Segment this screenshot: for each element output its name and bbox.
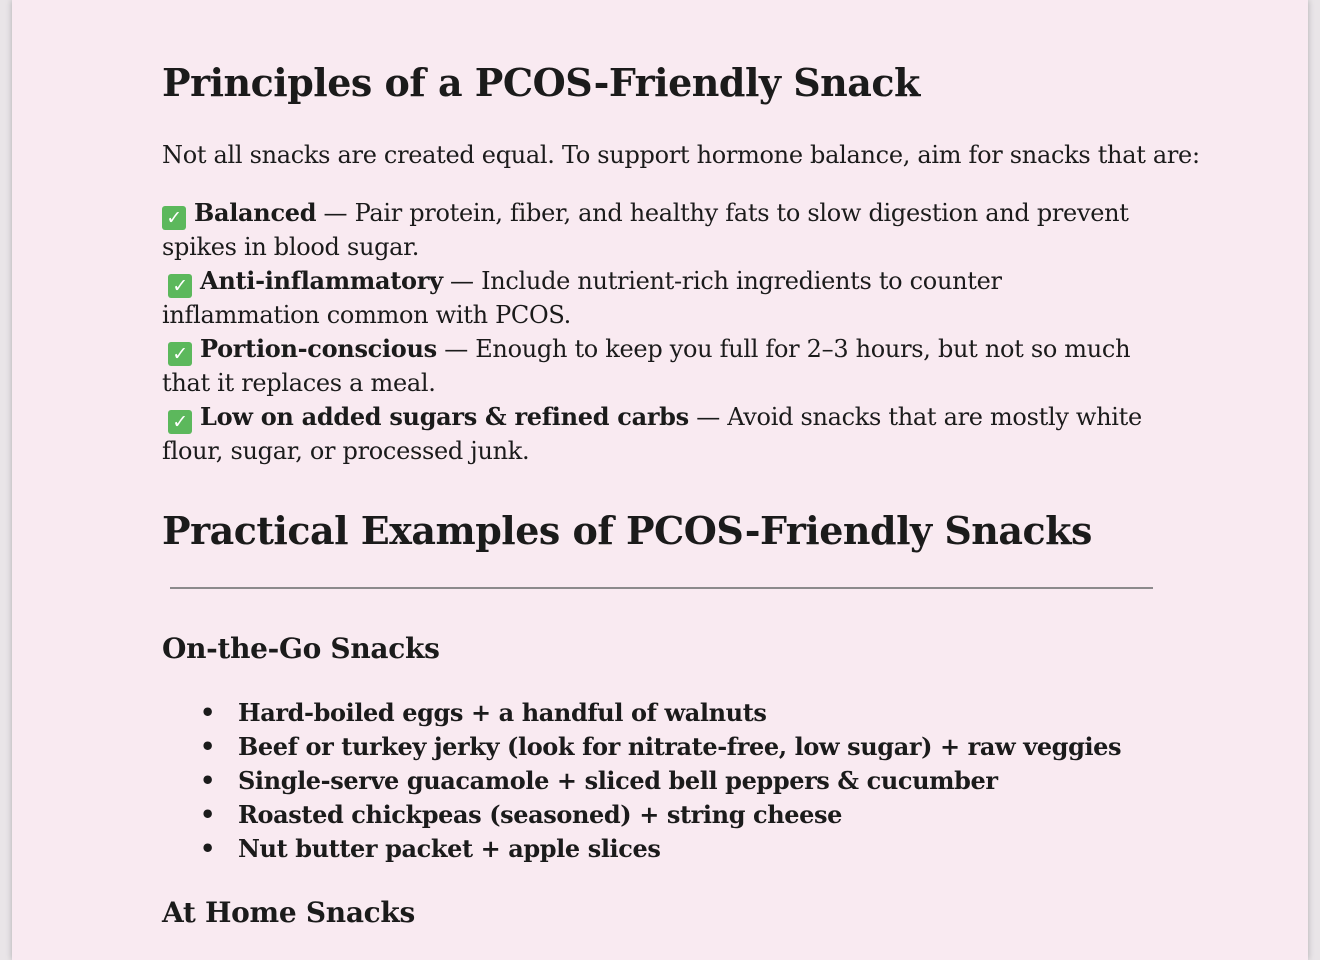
principle-item — [162, 196, 1147, 264]
list-item — [162, 730, 1121, 764]
principle-item — [162, 332, 1147, 400]
on-the-go-heading: On-the-Go Snacks — [162, 632, 440, 665]
principle-text: — Include nutrient-rich ingredients to counter inflammation common with PCOS. — [162, 267, 1002, 329]
list-item-text: Nut butter packet + apple slices — [238, 834, 661, 863]
principles-heading: Principles of a PCOS-Friendly Snack — [162, 60, 920, 105]
bullet-icon: • — [200, 834, 215, 863]
list-item-text: Single-serve guacamole + sliced bell peppers & cucumber — [238, 766, 998, 795]
list-item — [162, 764, 1121, 798]
bullet-icon: • — [200, 800, 215, 829]
principle-item — [162, 264, 1147, 332]
examples-heading: Practical Examples of PCOS-Friendly Snacks — [162, 508, 1092, 553]
list-item-text: Hard-boiled eggs + a handful of walnuts — [238, 698, 767, 727]
principle-text: — Pair protein, fiber, and healthy fats to slow digestion and prevent spikes in blood sugar. — [162, 199, 1129, 261]
principle-text: — Enough to keep you full for 2–3 hours, but not so much that it replaces a meal. — [162, 335, 1131, 397]
principle-title: Balanced — [194, 198, 317, 227]
list-item-text: Beef or turkey jerky (look for nitrate-free, low sugar) + raw veggies — [238, 732, 1122, 761]
on-the-go-list — [162, 696, 1121, 866]
at-home-heading: At Home Snacks — [162, 896, 415, 929]
horizontal-divider — [170, 587, 1153, 589]
principles-intro: Not all snacks are created equal. To support hormone balance, aim for snacks that are: — [162, 141, 1200, 169]
bullet-icon: • — [200, 698, 215, 727]
list-item — [162, 696, 1121, 730]
check-mark-icon: ✓ — [168, 342, 192, 366]
document-page — [12, 0, 1308, 960]
principle-item — [162, 400, 1147, 468]
list-item — [162, 798, 1121, 832]
check-mark-icon: ✓ — [168, 274, 192, 298]
check-mark-icon: ✓ — [168, 410, 192, 434]
bullet-icon: • — [200, 732, 215, 761]
bullet-icon: • — [200, 766, 215, 795]
principle-text: — Avoid snacks that are mostly white flour, sugar, or processed junk. — [162, 403, 1142, 465]
list-item-text: Roasted chickpeas (seasoned) + string cheese — [238, 800, 843, 829]
check-mark-icon: ✓ — [162, 206, 186, 230]
principle-title: Anti-inflammatory — [200, 266, 443, 295]
principle-title: Portion-conscious — [200, 334, 437, 363]
principles-list — [162, 196, 1147, 468]
list-item — [162, 832, 1121, 866]
principle-title: Low on added sugars & refined carbs — [200, 402, 689, 431]
